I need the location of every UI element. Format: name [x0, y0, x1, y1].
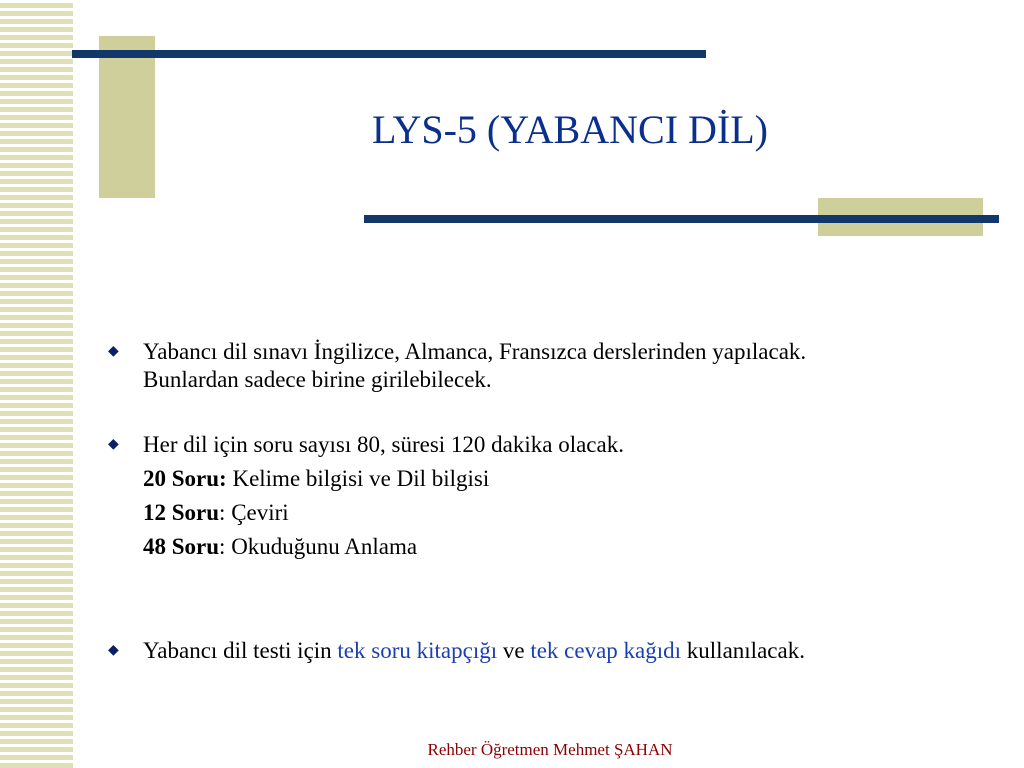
olive-block-top [99, 36, 155, 198]
question-topic: Çeviri [231, 500, 289, 525]
question-breakdown-1 [143, 465, 988, 493]
bullet-1-line-1: Yabancı dil sınavı İngilizce, Almanca, Fransızca derslerinden yapılacak. [143, 339, 807, 364]
bullet-1-line-2: Bunlardan sadece birine girilebilecek. [143, 367, 492, 392]
navy-bar-top [72, 50, 706, 58]
diamond-bullet-icon: ◆ [108, 437, 119, 452]
highlight-single-booklet: tek soru kitapçığı [337, 638, 498, 663]
question-count-label: 12 Soru [143, 500, 220, 525]
question-topic: Kelime bilgisi ve Dil bilgisi [232, 466, 490, 491]
question-count-separator: : [219, 500, 232, 525]
left-stripe-decoration [0, 0, 73, 768]
bullet-item-1 [108, 338, 988, 394]
question-breakdown-2 [143, 499, 988, 527]
bullet-3-part-2: ve [497, 638, 531, 663]
question-topic: Okuduğunu Anlama [231, 534, 418, 559]
footer-author: Rehber Öğretmen Mehmet ŞAHAN [427, 740, 673, 759]
question-count-separator: : [219, 534, 232, 559]
diamond-bullet-icon: ◆ [108, 643, 119, 658]
highlight-single-answer-sheet: tek cevap kağıdı [530, 638, 682, 663]
bullet-3-text [143, 637, 988, 665]
navy-bar-bottom [364, 215, 999, 223]
bullet-3-part-1: Yabancı dil testi için [143, 638, 338, 663]
question-count-label: 48 Soru [143, 534, 220, 559]
bullet-item-3 [108, 637, 988, 665]
bullet-item-2 [108, 431, 988, 561]
slide-title: LYS-5 (YABANCI DİL) [372, 107, 768, 152]
bullet-3-part-3: kullanılacak. [681, 638, 805, 663]
bullet-1-text [143, 338, 988, 394]
diamond-bullet-icon: ◆ [108, 344, 119, 359]
bullet-2-line-1: Her dil için soru sayısı 80, süresi 120 dakika olacak. [143, 432, 624, 457]
question-breakdown-3 [143, 533, 988, 561]
question-count-label: 20 Soru: [143, 466, 227, 491]
